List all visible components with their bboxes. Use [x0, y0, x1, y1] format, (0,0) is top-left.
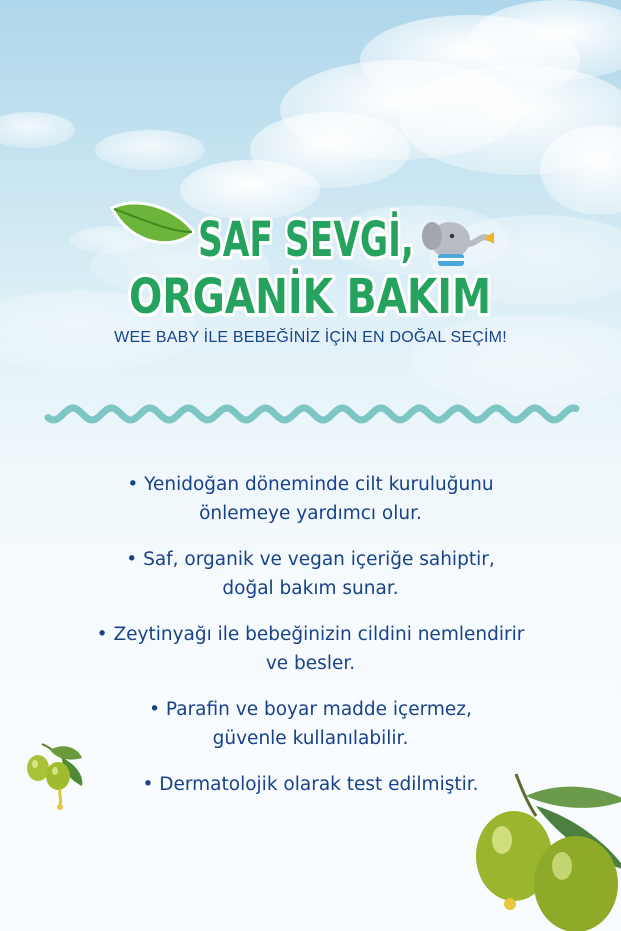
olive-branch-icon [466, 770, 621, 931]
olive-branch-icon [22, 740, 92, 815]
benefit-item: • Zeytinyağı ile bebeğinizin cildini nemlendirir ve besler. [96, 624, 525, 674]
benefit-item: • Yenidoğan döneminde cilt kuruluğunu önlemeye yardımcı olur. [127, 474, 494, 524]
benefit-item: • Dermatolojik olarak test edilmiştir. [142, 774, 479, 795]
headline-graphic [0, 0, 621, 330]
leaf-icon [112, 203, 194, 243]
elephant-mascot-icon [422, 222, 494, 266]
tagline: WEE BABY İLE BEBEĞİNİZ İÇİN EN DOĞAL SEÇİM! [114, 329, 507, 346]
headline-line-1: SAF SEVGİ, [198, 212, 500, 268]
headline-line-2: ORGANİK BAKIM [129, 269, 572, 325]
wave-divider [44, 399, 580, 429]
benefit-item: • Saf, organik ve vegan içeriğe sahiptir, doğal bakım sunar. [126, 549, 495, 599]
benefit-list [40, 470, 581, 816]
benefit-item: • Parafin ve boyar madde içermez, güvenle kullanılabilir. [149, 699, 472, 749]
